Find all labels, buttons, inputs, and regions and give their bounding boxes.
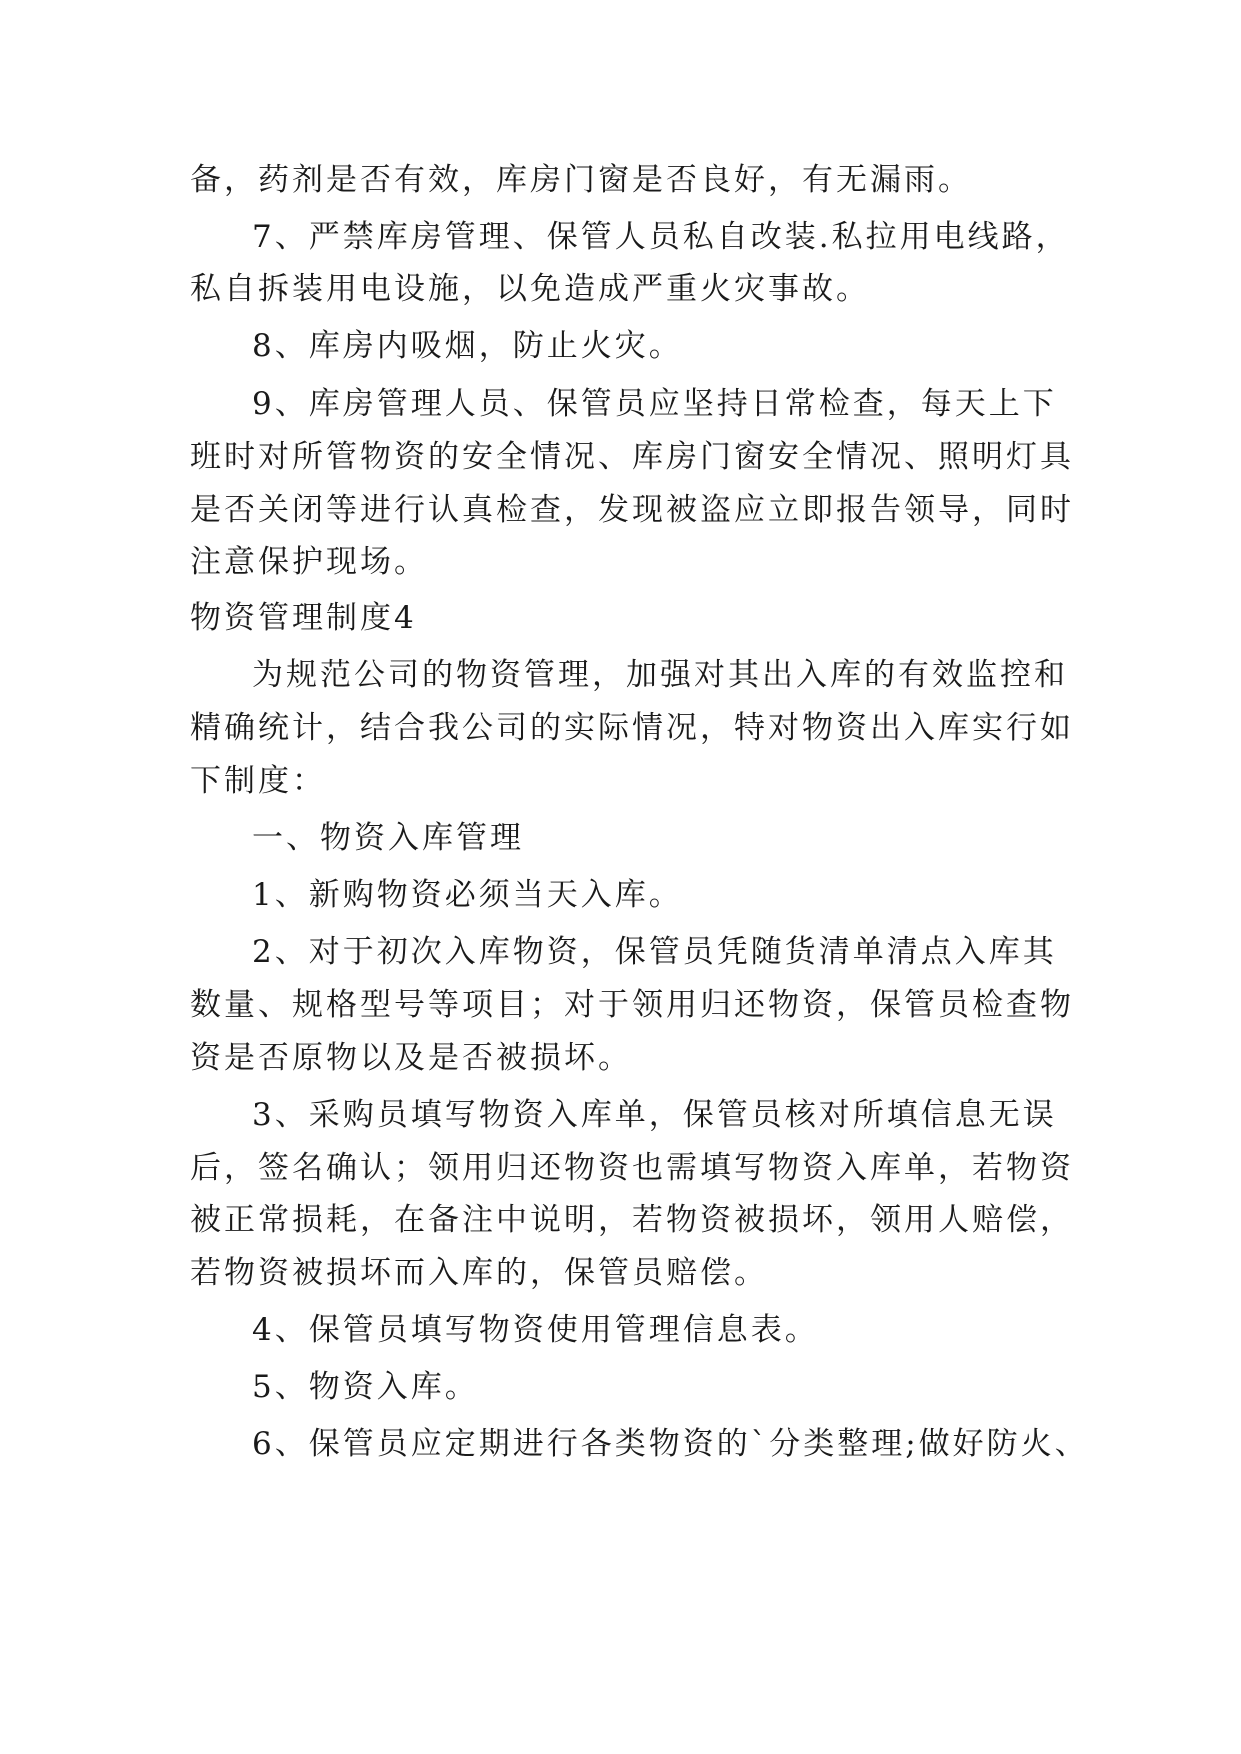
paragraph-line: 8、库房内吸烟，防止火灾。 <box>252 328 683 364</box>
paragraph-line: 为规范公司的物资管理，加强对其出入库的有效监控和 <box>252 657 1068 693</box>
paragraph-line: 数量、规格型号等项目；对于领用归还物资，保管员检查物 <box>190 987 1074 1023</box>
paragraph-line: 9、库房管理人员、保管员应坚持日常检查，每天上下 <box>252 386 1057 422</box>
paragraph-line: 下制度： <box>190 763 326 799</box>
paragraph-line: 5、物资入库。 <box>252 1369 479 1405</box>
paragraph-line: 4、保管员填写物资使用管理信息表。 <box>252 1312 819 1348</box>
paragraph-line: 1、新购物资必须当天入库。 <box>252 877 683 913</box>
paragraph-line: 备，药剂是否有效，库房门窗是否良好，有无漏雨。 <box>190 162 972 198</box>
paragraph-line: 后，签名确认；领用归还物资也需填写物资入库单，若物资 <box>190 1150 1074 1186</box>
paragraph-line: 若物资被损坏而入库的，保管员赔偿。 <box>190 1255 768 1291</box>
paragraph-line: 班时对所管物资的安全情况、库房门窗安全情况、照明灯具 <box>190 439 1074 475</box>
paragraph-line: 2、对于初次入库物资，保管员凭随货清单清点入库其 <box>252 934 1057 970</box>
paragraph-line: 精确统计，结合我公司的实际情况，特对物资出入库实行如 <box>190 710 1074 746</box>
paragraph-line: 私自拆装用电设施，以免造成严重火灾事故。 <box>190 271 870 307</box>
paragraph-line: 是否关闭等进行认真检查，发现被盗应立即报告领导，同时 <box>190 492 1074 528</box>
paragraph-line: 3、采购员填写物资入库单，保管员核对所填信息无误 <box>252 1097 1057 1133</box>
paragraph-line: 6、保管员应定期进行各类物资的`分类整理;做好防火、 <box>252 1426 1089 1462</box>
paragraph-line: 注意保护现场。 <box>190 544 428 580</box>
paragraph-line: 资是否原物以及是否被损坏。 <box>190 1040 632 1076</box>
paragraph-line: 7、严禁库房管理、保管人员私自改装.私拉用电线路， <box>252 219 1070 255</box>
subsection-heading: 一、物资入库管理 <box>252 820 524 856</box>
paragraph-line: 被正常损耗，在备注中说明，若物资被损坏，领用人赔偿， <box>190 1202 1074 1238</box>
section-heading: 物资管理制度4 <box>190 600 417 636</box>
